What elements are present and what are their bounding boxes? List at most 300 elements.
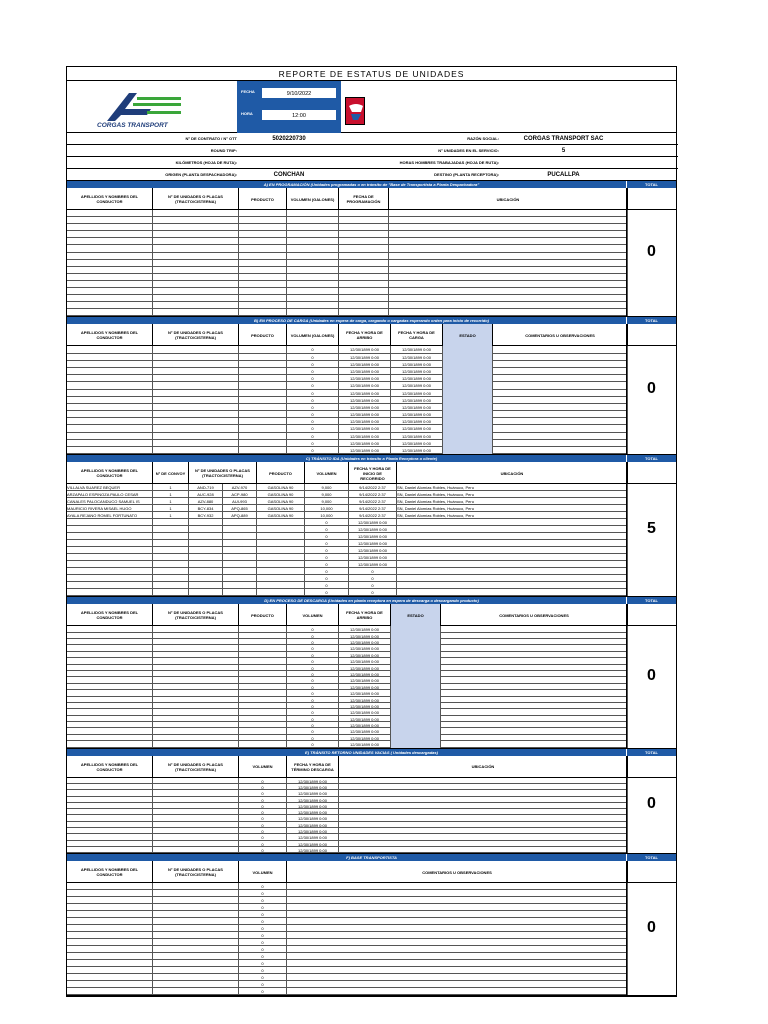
table-cell[interactable]: 12/30/1899 0:00 bbox=[349, 561, 397, 568]
table-cell[interactable] bbox=[493, 397, 628, 404]
table-cell[interactable]: SN, Daniel Alomías Robles, Huánuco, Peru bbox=[397, 498, 628, 505]
table-row[interactable] bbox=[67, 288, 628, 295]
table-cell[interactable]: 0 bbox=[239, 822, 287, 828]
table-cell[interactable]: 12/30/1899 0:00 bbox=[339, 346, 391, 353]
table-cell[interactable] bbox=[153, 267, 239, 274]
table-cell[interactable] bbox=[493, 418, 628, 425]
table-cell[interactable] bbox=[391, 741, 441, 747]
table-cell[interactable] bbox=[239, 281, 287, 288]
table-cell[interactable] bbox=[153, 582, 189, 589]
table-cell[interactable] bbox=[67, 981, 153, 988]
table-cell[interactable] bbox=[239, 440, 287, 447]
table-cell[interactable] bbox=[153, 288, 239, 295]
table-row[interactable] bbox=[67, 404, 628, 411]
table-cell[interactable]: 12/30/1899 0:00 bbox=[391, 390, 443, 397]
table-cell[interactable]: 0 bbox=[239, 790, 287, 796]
table-row[interactable] bbox=[67, 575, 628, 582]
table-cell[interactable]: 12/30/1899 0:00 bbox=[287, 834, 339, 840]
table-cell[interactable] bbox=[67, 260, 153, 267]
table-cell[interactable] bbox=[287, 295, 339, 302]
table-cell[interactable]: 12/30/1899 0:00 bbox=[287, 797, 339, 803]
table-cell[interactable] bbox=[493, 425, 628, 432]
table-cell[interactable]: 0 bbox=[287, 433, 339, 440]
table-row[interactable] bbox=[67, 491, 628, 498]
table-row[interactable] bbox=[67, 238, 628, 245]
table-cell[interactable] bbox=[287, 918, 628, 925]
table-cell[interactable] bbox=[339, 253, 389, 260]
table-cell[interactable] bbox=[239, 309, 287, 316]
table-cell[interactable]: 12/30/1899 0:00 bbox=[339, 722, 391, 728]
table-cell[interactable] bbox=[67, 253, 153, 260]
table-cell[interactable]: 1 bbox=[153, 491, 189, 498]
table-cell[interactable] bbox=[153, 245, 239, 252]
table-cell[interactable] bbox=[443, 354, 493, 361]
table-cell[interactable] bbox=[153, 375, 239, 382]
table-cell[interactable] bbox=[67, 925, 153, 932]
table-cell[interactable] bbox=[153, 883, 239, 890]
table-row[interactable] bbox=[67, 309, 628, 316]
table-cell[interactable]: 0 bbox=[287, 690, 339, 696]
table-cell[interactable] bbox=[153, 274, 239, 281]
table-cell[interactable] bbox=[189, 540, 223, 547]
table-row[interactable] bbox=[67, 946, 628, 953]
table-cell[interactable]: 0 bbox=[287, 716, 339, 722]
table-cell[interactable]: AUC-928 bbox=[189, 491, 223, 498]
table-cell[interactable] bbox=[153, 946, 239, 953]
table-cell[interactable]: 1 bbox=[153, 505, 189, 512]
table-cell[interactable] bbox=[443, 346, 493, 353]
table-cell[interactable]: 9/14/2022 2:37 bbox=[349, 484, 397, 491]
table-cell[interactable] bbox=[239, 411, 287, 418]
table-cell[interactable] bbox=[189, 547, 223, 554]
table-cell[interactable] bbox=[67, 918, 153, 925]
table-cell[interactable] bbox=[67, 433, 153, 440]
table-cell[interactable]: 12/30/1899 0:00 bbox=[391, 440, 443, 447]
table-cell[interactable] bbox=[239, 390, 287, 397]
table-row[interactable] bbox=[67, 361, 628, 368]
table-cell[interactable]: 12/30/1899 0:00 bbox=[391, 354, 443, 361]
table-cell[interactable]: MAURICIO RIVERA MISAEL HUGO bbox=[67, 505, 153, 512]
table-row[interactable] bbox=[67, 967, 628, 974]
table-row[interactable] bbox=[67, 260, 628, 267]
table-cell[interactable] bbox=[67, 897, 153, 904]
table-cell[interactable] bbox=[389, 309, 628, 316]
table-cell[interactable] bbox=[239, 346, 287, 353]
table-row[interactable] bbox=[67, 433, 628, 440]
table-cell[interactable]: 1 bbox=[153, 498, 189, 505]
table-cell[interactable]: BCY-932 bbox=[189, 512, 223, 519]
table-cell[interactable] bbox=[153, 361, 239, 368]
table-cell[interactable]: AUI-993 bbox=[223, 498, 257, 505]
table-cell[interactable] bbox=[67, 231, 153, 238]
table-cell[interactable]: 0 bbox=[287, 440, 339, 447]
table-cell[interactable] bbox=[153, 440, 239, 447]
table-cell[interactable]: 0 bbox=[239, 847, 287, 853]
table-cell[interactable] bbox=[239, 217, 287, 224]
table-row[interactable] bbox=[67, 526, 628, 533]
table-cell[interactable] bbox=[67, 245, 153, 252]
table-cell[interactable] bbox=[223, 554, 257, 561]
table-cell[interactable] bbox=[67, 274, 153, 281]
table-cell[interactable] bbox=[287, 281, 339, 288]
table-cell[interactable]: 9/14/2022 2:37 bbox=[349, 505, 397, 512]
table-cell[interactable]: 12/30/1899 0:00 bbox=[339, 425, 391, 432]
table-cell[interactable]: APQ-889 bbox=[223, 512, 257, 519]
table-cell[interactable]: 12/30/1899 0:00 bbox=[391, 397, 443, 404]
table-cell[interactable] bbox=[239, 238, 287, 245]
table-cell[interactable] bbox=[339, 238, 389, 245]
table-cell[interactable]: 12/30/1899 0:00 bbox=[339, 658, 391, 664]
table-cell[interactable] bbox=[223, 547, 257, 554]
table-cell[interactable]: 9,000 bbox=[305, 498, 349, 505]
table-row[interactable] bbox=[67, 512, 628, 519]
table-cell[interactable] bbox=[67, 281, 153, 288]
table-cell[interactable] bbox=[239, 253, 287, 260]
table-cell[interactable]: 0 bbox=[287, 665, 339, 671]
table-cell[interactable] bbox=[257, 575, 305, 582]
table-cell[interactable]: CANALES PALOCANDUCO SAMUEL IS bbox=[67, 498, 153, 505]
table-cell[interactable]: 0 bbox=[287, 658, 339, 664]
table-cell[interactable]: 12/30/1899 0:00 bbox=[349, 533, 397, 540]
table-cell[interactable]: 12/30/1899 0:00 bbox=[287, 790, 339, 796]
table-cell[interactable]: 12/30/1899 0:00 bbox=[339, 418, 391, 425]
table-cell[interactable] bbox=[287, 260, 339, 267]
table-cell[interactable] bbox=[493, 404, 628, 411]
table-cell[interactable]: 0 bbox=[287, 411, 339, 418]
table-cell[interactable]: 12/30/1899 0:00 bbox=[287, 809, 339, 815]
table-cell[interactable] bbox=[443, 397, 493, 404]
table-cell[interactable] bbox=[287, 217, 339, 224]
table-cell[interactable] bbox=[223, 519, 257, 526]
table-cell[interactable] bbox=[389, 231, 628, 238]
table-cell[interactable] bbox=[153, 741, 239, 747]
table-cell[interactable] bbox=[67, 988, 153, 995]
table-cell[interactable]: SN, Daniel Alomías Robles, Huánuco, Peru bbox=[397, 505, 628, 512]
table-cell[interactable] bbox=[153, 974, 239, 981]
table-cell[interactable]: 12/30/1899 0:00 bbox=[287, 828, 339, 834]
table-cell[interactable] bbox=[443, 411, 493, 418]
table-cell[interactable] bbox=[153, 346, 239, 353]
table-cell[interactable]: 0 bbox=[287, 418, 339, 425]
table-row[interactable] bbox=[67, 498, 628, 505]
table-cell[interactable] bbox=[397, 540, 628, 547]
table-cell[interactable] bbox=[443, 361, 493, 368]
table-cell[interactable] bbox=[153, 295, 239, 302]
table-cell[interactable]: 0 bbox=[239, 911, 287, 918]
table-row[interactable] bbox=[67, 547, 628, 554]
table-cell[interactable] bbox=[339, 260, 389, 267]
table-cell[interactable] bbox=[67, 238, 153, 245]
razon-value[interactable]: CORGAS TRANSPORT SAC bbox=[523, 136, 604, 142]
table-row[interactable] bbox=[67, 368, 628, 375]
table-cell[interactable] bbox=[189, 561, 223, 568]
table-cell[interactable]: 12/30/1899 0:00 bbox=[339, 368, 391, 375]
table-cell[interactable]: 0 bbox=[287, 626, 339, 632]
table-cell[interactable] bbox=[443, 390, 493, 397]
table-cell[interactable] bbox=[287, 288, 339, 295]
table-cell[interactable] bbox=[153, 988, 239, 995]
table-cell[interactable] bbox=[287, 960, 628, 967]
table-cell[interactable]: 12/30/1899 0:00 bbox=[391, 404, 443, 411]
table-cell[interactable] bbox=[67, 390, 153, 397]
table-cell[interactable] bbox=[443, 433, 493, 440]
table-cell[interactable] bbox=[397, 519, 628, 526]
table-cell[interactable] bbox=[153, 390, 239, 397]
table-cell[interactable]: GASOLINA 90 bbox=[257, 512, 305, 519]
table-cell[interactable]: 0 bbox=[349, 575, 397, 582]
table-cell[interactable] bbox=[67, 309, 153, 316]
table-cell[interactable] bbox=[67, 440, 153, 447]
table-cell[interactable] bbox=[257, 561, 305, 568]
table-cell[interactable]: 0 bbox=[239, 960, 287, 967]
table-cell[interactable]: 12/30/1899 0:00 bbox=[287, 803, 339, 809]
table-cell[interactable] bbox=[287, 981, 628, 988]
table-cell[interactable]: 0 bbox=[287, 346, 339, 353]
table-row[interactable] bbox=[67, 210, 628, 217]
table-row[interactable] bbox=[67, 440, 628, 447]
table-cell[interactable] bbox=[389, 288, 628, 295]
table-cell[interactable] bbox=[239, 288, 287, 295]
table-cell[interactable] bbox=[67, 561, 153, 568]
table-cell[interactable]: VILLALVA SUAREZ BEQUER bbox=[67, 484, 153, 491]
table-cell[interactable] bbox=[67, 288, 153, 295]
table-cell[interactable] bbox=[67, 890, 153, 897]
table-cell[interactable]: 0 bbox=[239, 784, 287, 790]
table-cell[interactable] bbox=[67, 224, 153, 231]
table-cell[interactable] bbox=[397, 561, 628, 568]
table-cell[interactable] bbox=[153, 960, 239, 967]
table-cell[interactable] bbox=[189, 533, 223, 540]
table-row[interactable] bbox=[67, 883, 628, 890]
table-cell[interactable] bbox=[67, 974, 153, 981]
table-cell[interactable]: 12/30/1899 0:00 bbox=[339, 411, 391, 418]
table-cell[interactable] bbox=[153, 925, 239, 932]
table-cell[interactable] bbox=[153, 404, 239, 411]
table-cell[interactable] bbox=[223, 589, 257, 596]
table-row[interactable] bbox=[67, 411, 628, 418]
table-cell[interactable]: 0 bbox=[305, 582, 349, 589]
table-cell[interactable] bbox=[287, 231, 339, 238]
table-cell[interactable] bbox=[67, 953, 153, 960]
table-cell[interactable] bbox=[389, 281, 628, 288]
table-cell[interactable]: 9/14/2022 2:37 bbox=[349, 491, 397, 498]
table-row[interactable] bbox=[67, 245, 628, 252]
table-cell[interactable]: 0 bbox=[305, 519, 349, 526]
table-cell[interactable] bbox=[239, 295, 287, 302]
table-cell[interactable]: 9,000 bbox=[305, 484, 349, 491]
table-cell[interactable] bbox=[287, 904, 628, 911]
table-cell[interactable]: 12/30/1899 0:00 bbox=[349, 554, 397, 561]
table-cell[interactable] bbox=[153, 411, 239, 418]
table-cell[interactable] bbox=[493, 346, 628, 353]
table-cell[interactable]: 12/30/1899 0:00 bbox=[391, 382, 443, 389]
table-cell[interactable] bbox=[339, 288, 389, 295]
table-cell[interactable]: 12/30/1899 0:00 bbox=[339, 354, 391, 361]
table-cell[interactable] bbox=[239, 354, 287, 361]
table-cell[interactable]: 0 bbox=[239, 828, 287, 834]
table-cell[interactable]: 9/14/2022 2:37 bbox=[349, 498, 397, 505]
table-row[interactable] bbox=[67, 589, 628, 596]
table-cell[interactable] bbox=[493, 433, 628, 440]
table-cell[interactable] bbox=[257, 519, 305, 526]
table-row[interactable] bbox=[67, 354, 628, 361]
table-cell[interactable] bbox=[287, 939, 628, 946]
destino-value[interactable]: PUCALLPA bbox=[547, 172, 580, 178]
table-cell[interactable] bbox=[153, 519, 189, 526]
table-cell[interactable] bbox=[287, 238, 339, 245]
table-cell[interactable] bbox=[287, 932, 628, 939]
table-cell[interactable] bbox=[397, 547, 628, 554]
table-cell[interactable] bbox=[153, 231, 239, 238]
table-cell[interactable] bbox=[153, 575, 189, 582]
table-cell[interactable] bbox=[257, 526, 305, 533]
table-cell[interactable] bbox=[397, 575, 628, 582]
table-cell[interactable] bbox=[189, 554, 223, 561]
table-cell[interactable] bbox=[67, 904, 153, 911]
table-cell[interactable]: 0 bbox=[239, 797, 287, 803]
table-row[interactable] bbox=[67, 540, 628, 547]
table-cell[interactable] bbox=[153, 918, 239, 925]
table-cell[interactable]: AZV-970 bbox=[223, 484, 257, 491]
table-cell[interactable]: GASOLINA 90 bbox=[257, 505, 305, 512]
table-cell[interactable]: 12/30/1899 0:00 bbox=[349, 519, 397, 526]
table-cell[interactable] bbox=[389, 274, 628, 281]
table-cell[interactable] bbox=[67, 741, 153, 747]
table-cell[interactable] bbox=[443, 440, 493, 447]
table-cell[interactable] bbox=[153, 953, 239, 960]
table-cell[interactable] bbox=[153, 568, 189, 575]
table-cell[interactable] bbox=[153, 397, 239, 404]
table-cell[interactable] bbox=[153, 554, 189, 561]
table-cell[interactable]: 1 bbox=[153, 484, 189, 491]
table-cell[interactable] bbox=[257, 589, 305, 596]
table-cell[interactable] bbox=[389, 302, 628, 309]
table-cell[interactable] bbox=[493, 361, 628, 368]
table-cell[interactable]: APQ-865 bbox=[223, 505, 257, 512]
table-cell[interactable] bbox=[223, 568, 257, 575]
table-cell[interactable] bbox=[67, 960, 153, 967]
table-row[interactable] bbox=[67, 918, 628, 925]
table-row[interactable] bbox=[67, 519, 628, 526]
table-cell[interactable] bbox=[443, 368, 493, 375]
table-cell[interactable] bbox=[493, 447, 628, 454]
table-cell[interactable] bbox=[493, 390, 628, 397]
table-cell[interactable]: 12/30/1899 0:00 bbox=[287, 822, 339, 828]
table-cell[interactable] bbox=[153, 425, 239, 432]
table-cell[interactable] bbox=[189, 526, 223, 533]
table-cell[interactable]: 0 bbox=[305, 561, 349, 568]
table-cell[interactable] bbox=[67, 217, 153, 224]
table-cell[interactable]: GASOLINA 90 bbox=[257, 498, 305, 505]
table-row[interactable] bbox=[67, 390, 628, 397]
table-cell[interactable] bbox=[189, 519, 223, 526]
table-cell[interactable] bbox=[239, 433, 287, 440]
unidades-value[interactable]: 5 bbox=[561, 148, 566, 154]
table-cell[interactable] bbox=[153, 526, 189, 533]
table-cell[interactable] bbox=[153, 447, 239, 454]
table-cell[interactable] bbox=[239, 267, 287, 274]
table-cell[interactable] bbox=[287, 309, 339, 316]
table-cell[interactable] bbox=[67, 946, 153, 953]
table-cell[interactable]: SN, Daniel Alomías Robles, Huánuco, Peru bbox=[397, 491, 628, 498]
table-cell[interactable]: AZV-880 bbox=[189, 498, 223, 505]
table-cell[interactable]: SN, Daniel Alomías Robles, Huánuco, Peru bbox=[397, 512, 628, 519]
table-row[interactable] bbox=[67, 974, 628, 981]
table-row[interactable] bbox=[67, 224, 628, 231]
table-cell[interactable]: 0 bbox=[287, 639, 339, 645]
table-cell[interactable] bbox=[153, 589, 189, 596]
table-cell[interactable] bbox=[443, 404, 493, 411]
table-cell[interactable]: 10,000 bbox=[305, 505, 349, 512]
table-cell[interactable] bbox=[153, 309, 239, 316]
table-cell[interactable] bbox=[397, 533, 628, 540]
table-cell[interactable]: 12/30/1899 0:00 bbox=[339, 703, 391, 709]
table-cell[interactable] bbox=[67, 382, 153, 389]
table-cell[interactable]: 12/30/1899 0:00 bbox=[339, 741, 391, 747]
table-cell[interactable]: 0 bbox=[305, 554, 349, 561]
table-cell[interactable]: 0 bbox=[239, 778, 287, 784]
table-cell[interactable] bbox=[493, 411, 628, 418]
table-cell[interactable] bbox=[223, 561, 257, 568]
table-cell[interactable] bbox=[389, 253, 628, 260]
table-cell[interactable]: 12/30/1899 0:00 bbox=[339, 404, 391, 411]
table-cell[interactable] bbox=[239, 368, 287, 375]
table-cell[interactable]: 0 bbox=[287, 722, 339, 728]
table-cell[interactable]: 0 bbox=[305, 575, 349, 582]
table-cell[interactable] bbox=[223, 533, 257, 540]
table-cell[interactable]: 0 bbox=[287, 671, 339, 677]
table-cell[interactable]: 12/30/1899 0:00 bbox=[339, 390, 391, 397]
table-cell[interactable] bbox=[67, 911, 153, 918]
table-cell[interactable]: 12/30/1899 0:00 bbox=[349, 547, 397, 554]
table-row[interactable] bbox=[67, 953, 628, 960]
table-cell[interactable]: 0 bbox=[287, 368, 339, 375]
table-cell[interactable] bbox=[287, 210, 339, 217]
table-cell[interactable] bbox=[67, 368, 153, 375]
table-row[interactable] bbox=[67, 295, 628, 302]
table-cell[interactable] bbox=[153, 217, 239, 224]
table-cell[interactable] bbox=[67, 267, 153, 274]
table-row[interactable] bbox=[67, 382, 628, 389]
table-cell[interactable] bbox=[153, 981, 239, 988]
table-cell[interactable] bbox=[153, 418, 239, 425]
table-cell[interactable] bbox=[287, 883, 628, 890]
table-cell[interactable]: AYALA REJANO ROMEL FORTUNATO bbox=[67, 512, 153, 519]
table-cell[interactable]: 0 bbox=[239, 946, 287, 953]
table-cell[interactable] bbox=[441, 741, 628, 747]
table-cell[interactable] bbox=[389, 267, 628, 274]
table-cell[interactable] bbox=[67, 939, 153, 946]
table-cell[interactable] bbox=[257, 540, 305, 547]
table-cell[interactable] bbox=[287, 988, 628, 995]
table-cell[interactable] bbox=[153, 939, 239, 946]
table-row[interactable] bbox=[67, 533, 628, 540]
table-row[interactable] bbox=[67, 274, 628, 281]
table-cell[interactable] bbox=[67, 375, 153, 382]
table-cell[interactable]: 9,000 bbox=[305, 491, 349, 498]
table-cell[interactable]: 0 bbox=[239, 967, 287, 974]
table-cell[interactable]: 0 bbox=[349, 582, 397, 589]
table-cell[interactable]: 0 bbox=[239, 918, 287, 925]
table-cell[interactable]: 12/30/1899 0:00 bbox=[339, 709, 391, 715]
table-cell[interactable]: 0 bbox=[239, 988, 287, 995]
table-cell[interactable] bbox=[67, 554, 153, 561]
table-row[interactable] bbox=[67, 231, 628, 238]
table-cell[interactable]: 12/30/1899 0:00 bbox=[287, 815, 339, 821]
table-row[interactable] bbox=[67, 904, 628, 911]
table-cell[interactable] bbox=[223, 526, 257, 533]
table-cell[interactable] bbox=[153, 260, 239, 267]
